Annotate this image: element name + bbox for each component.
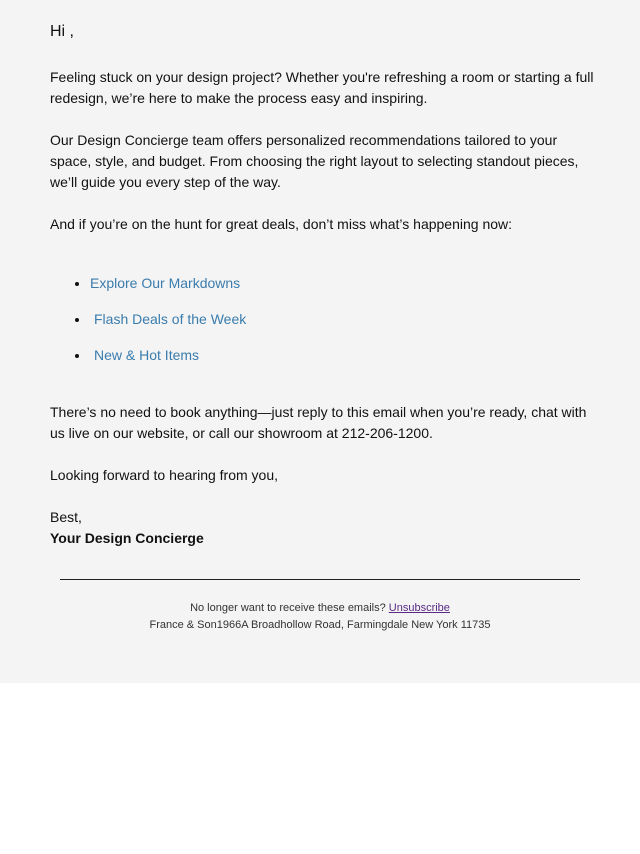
deals-paragraph: And if you’re on the hunt for great deals, don’t miss what’s happening now: [50,216,513,232]
signature: Your Design Concierge [50,530,204,546]
unsubscribe-link[interactable]: Unsubscribe [388,602,450,614]
list-item [90,342,246,378]
new-hot-items-link[interactable]: New & Hot Items [94,347,200,363]
flash-deals-link[interactable]: Flash Deals of the Week [94,311,247,327]
company-address: France & Son1966A Broadhollow Road, Farmingdale New York 11735 [149,619,491,631]
closing-word: Best, [50,509,82,525]
unsubscribe-prompt: No longer want to receive these emails? [190,602,389,614]
email-footer [0,600,640,634]
list-item [90,270,246,306]
concierge-paragraph: Our Design Concierge team offers personalized recommendations tailored to your space, style, and budget. From choosing the right layout to selecting standout pieces, we’ll guide you every step of the way. [50,132,579,190]
list-item [90,306,246,342]
deals-link-list [50,270,246,378]
intro-paragraph: Feeling stuck on your design project? Whether you're refreshing a room or starting a full redesign, we’re here to make the process easy and inspiring. [50,69,594,106]
unsubscribe-line [0,600,640,617]
explore-markdowns-link[interactable]: Explore Our Markdowns [90,275,241,291]
contact-paragraph: There’s no need to book anything—just reply to this email when you’re ready, chat with us live on our website, or call our showroom at 212-206-1200. [50,404,587,441]
closing-paragraph: Looking forward to hearing from you, [50,467,279,483]
signoff [50,507,204,549]
footer-divider [60,579,580,580]
greeting: Hi , [50,23,74,40]
